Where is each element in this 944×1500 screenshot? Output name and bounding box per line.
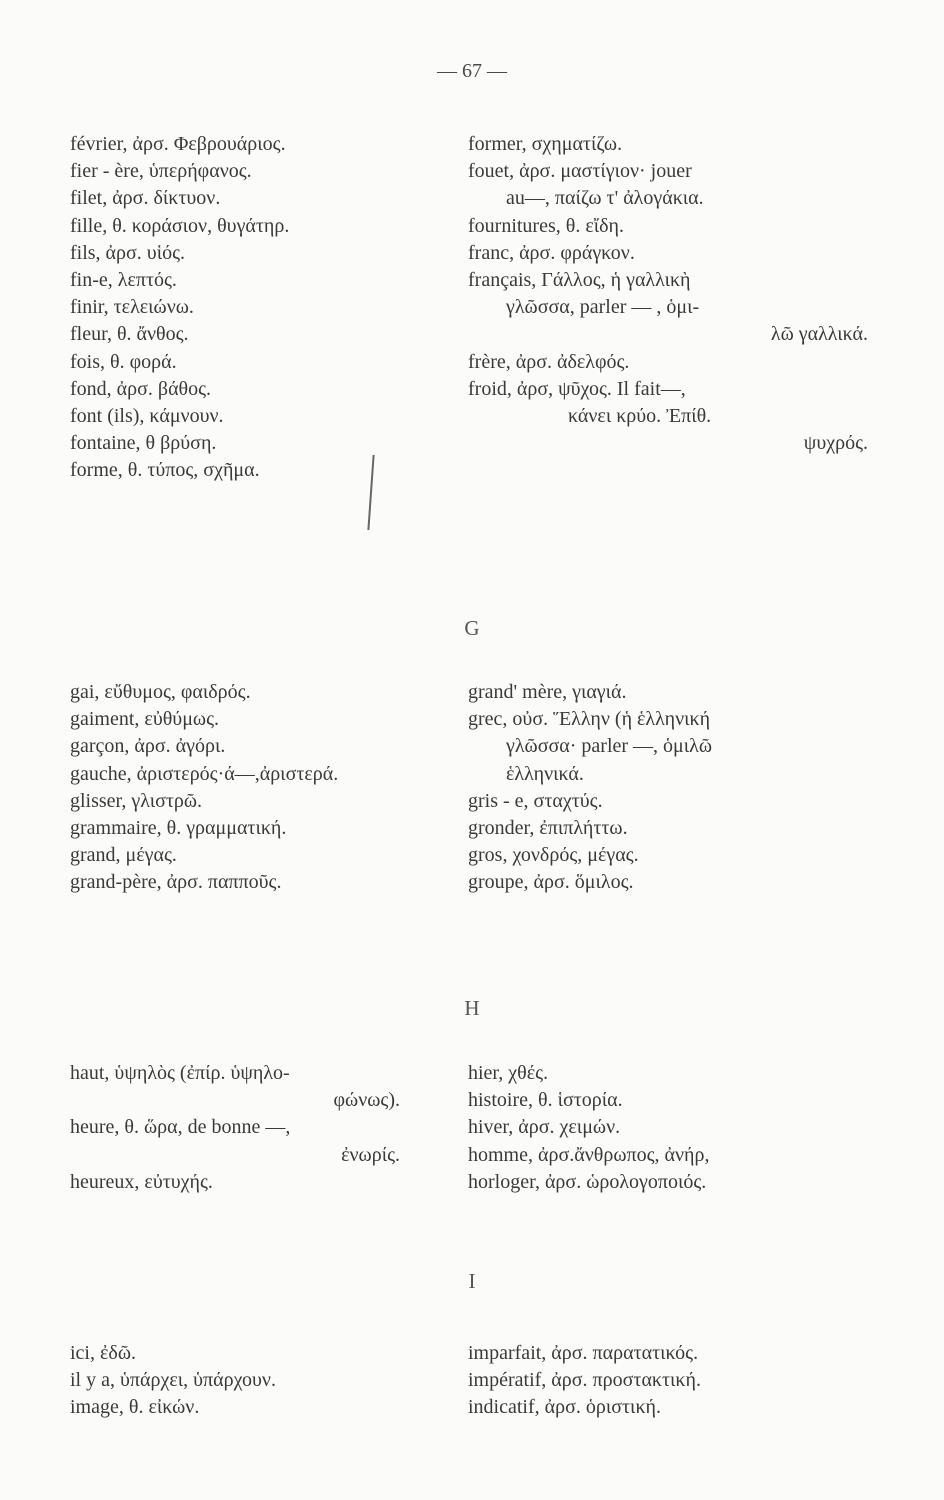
entry-forme: forme, θ. τύπος, σχῆμα. (70, 459, 260, 482)
entry-fournitures: fournitures, θ. εἴδη. (468, 214, 624, 237)
entry-francais-cont: γλῶσσα, parler — , ὁμι- (506, 296, 700, 319)
entry-heure-cont: ἐνωρίς. (341, 1143, 400, 1166)
section-letter-i: I (468, 1269, 476, 1293)
entry-froid-cont2: ψυχρός. (803, 432, 868, 455)
section-letter-h: H (464, 996, 480, 1020)
entry-fils: fils, ἀρσ. υἱός. (70, 241, 185, 264)
entry-grec-cont: γλῶσσα· parler —, ὁμιλῶ (506, 735, 712, 758)
entry-grec-cont2: ἑλληνικά. (506, 762, 584, 785)
entry-fleur: fleur, θ. ἄνθος. (70, 323, 189, 346)
entry-glisser: glisser, γλιστρῶ. (70, 789, 203, 812)
entry-fier: fier - ère, ὑπερήφανος. (70, 160, 252, 183)
entry-filet: filet, ἀρσ. δίκτυον. (70, 187, 221, 210)
entry-image: image, θ. εἰκών. (70, 1396, 200, 1419)
margin-mark (370, 455, 374, 530)
entry-horloger: horloger, ἀρσ. ὡρολογοποιός. (468, 1170, 707, 1193)
entry-heure: heure, θ. ὥρα, de bonne —, (70, 1116, 291, 1139)
entry-gauche: gauche, ἀριστερός·ά—,ἀριστερά. (70, 762, 339, 785)
entry-froid-cont: κάνει κρύο. Ἐπίθ. (568, 404, 712, 427)
left-column (70, 131, 460, 484)
entry-imperatif: impératif, ἀρσ. προστακτική. (468, 1369, 701, 1392)
entry-franc: franc, ἀρσ. φράγκον. (468, 241, 635, 264)
entry-gros: gros, χονδρός, μέγας. (468, 844, 639, 867)
right-column (468, 131, 888, 457)
left-column (70, 1060, 460, 1196)
entry-gris: gris - e, σταχτύς. (468, 789, 603, 812)
entry-histoire: histoire, θ. ἱστορία. (468, 1089, 623, 1112)
right-column (468, 1060, 888, 1196)
entry-gronder: gronder, ἐπιπλήττω. (468, 816, 628, 839)
entry-gaiment: gaiment, εὐθύμως. (70, 708, 220, 731)
entry-fontaine: fontaine, θ βρύση. (70, 432, 217, 455)
entry-indicatif: indicatif, ἀρσ. ὁριστική. (468, 1396, 661, 1419)
entry-frere: frère, ἀρσ. ἀδελφός. (468, 350, 630, 373)
entry-finir: finir, τελειώνω. (70, 296, 194, 319)
entry-il-y-a: il y a, ὑπάρχει, ὑπάρχουν. (70, 1369, 276, 1392)
entry-fevrier: février, ἀρσ. Φεβρουάριος. (70, 133, 286, 155)
entry-froid: froid, ἀρσ, ψῦχος. Il fait—, (468, 377, 686, 400)
right-column (468, 679, 888, 897)
entry-fille: fille, θ. κοράσιον, θυγάτηρ. (70, 214, 290, 237)
entry-ici: ici, ἐδῶ. (70, 1342, 136, 1364)
entry-imparfait: imparfait, ἀρσ. παρατατικός. (468, 1342, 699, 1364)
left-column (70, 679, 460, 897)
section-letter-g: G (464, 616, 480, 640)
entry-francais: français, Γάλλος, ἡ γαλλικὴ (468, 268, 691, 291)
entry-fond: fond, ἀρσ. βάθος. (70, 377, 212, 400)
page-number: — 67 — (437, 60, 507, 82)
entry-fin: fin-e, λεπτός. (70, 268, 177, 291)
entry-grand-pere: grand-père, ἀρσ. παπποῦς. (70, 871, 282, 894)
entry-garcon: garçon, ἀρσ. ἀγόρι. (70, 735, 226, 758)
entry-groupe: groupe, ἀρσ. ὅμιλος. (468, 871, 634, 894)
entry-grec: grec, οὐσ. Ἕλλην (ἡ ἑλληνική (468, 708, 711, 731)
entry-hiver: hiver, ἀρσ. χειμών. (468, 1116, 621, 1139)
entry-gai: gai, εὔθυμος, φαιδρός. (70, 681, 251, 703)
entry-hier: hier, χθές. (468, 1062, 549, 1084)
entry-grand-mere: grand' mère, γιαγιά. (468, 681, 627, 703)
left-column (70, 1340, 460, 1422)
entry-haut-cont: φώνως). (333, 1089, 400, 1112)
entry-francais-cont2: λῶ γαλλικά. (770, 323, 868, 346)
entry-fois: fois, θ. φορά. (70, 350, 177, 373)
entry-grand: grand, μέγας. (70, 844, 177, 867)
entry-heureux: heureux, εὐτυχής. (70, 1170, 213, 1193)
entry-font: font (ils), κάμνουν. (70, 404, 224, 427)
entry-haut: haut, ὑψηλὸς (ἐπίρ. ὑψηλο- (70, 1062, 290, 1084)
entry-grammaire: grammaire, θ. γραμματική. (70, 816, 287, 839)
entry-former: former, σχηματίζω. (468, 133, 623, 155)
entry-homme: homme, ἀρσ.ἄνθρωπος, ἀνήρ, (468, 1143, 710, 1166)
entry-fouet-cont: au—, παίζω τ' ἀλογάκια. (506, 187, 704, 210)
entry-fouet: fouet, ἀρσ. μαστίγιον· jouer (468, 160, 692, 183)
right-column (468, 1340, 888, 1422)
